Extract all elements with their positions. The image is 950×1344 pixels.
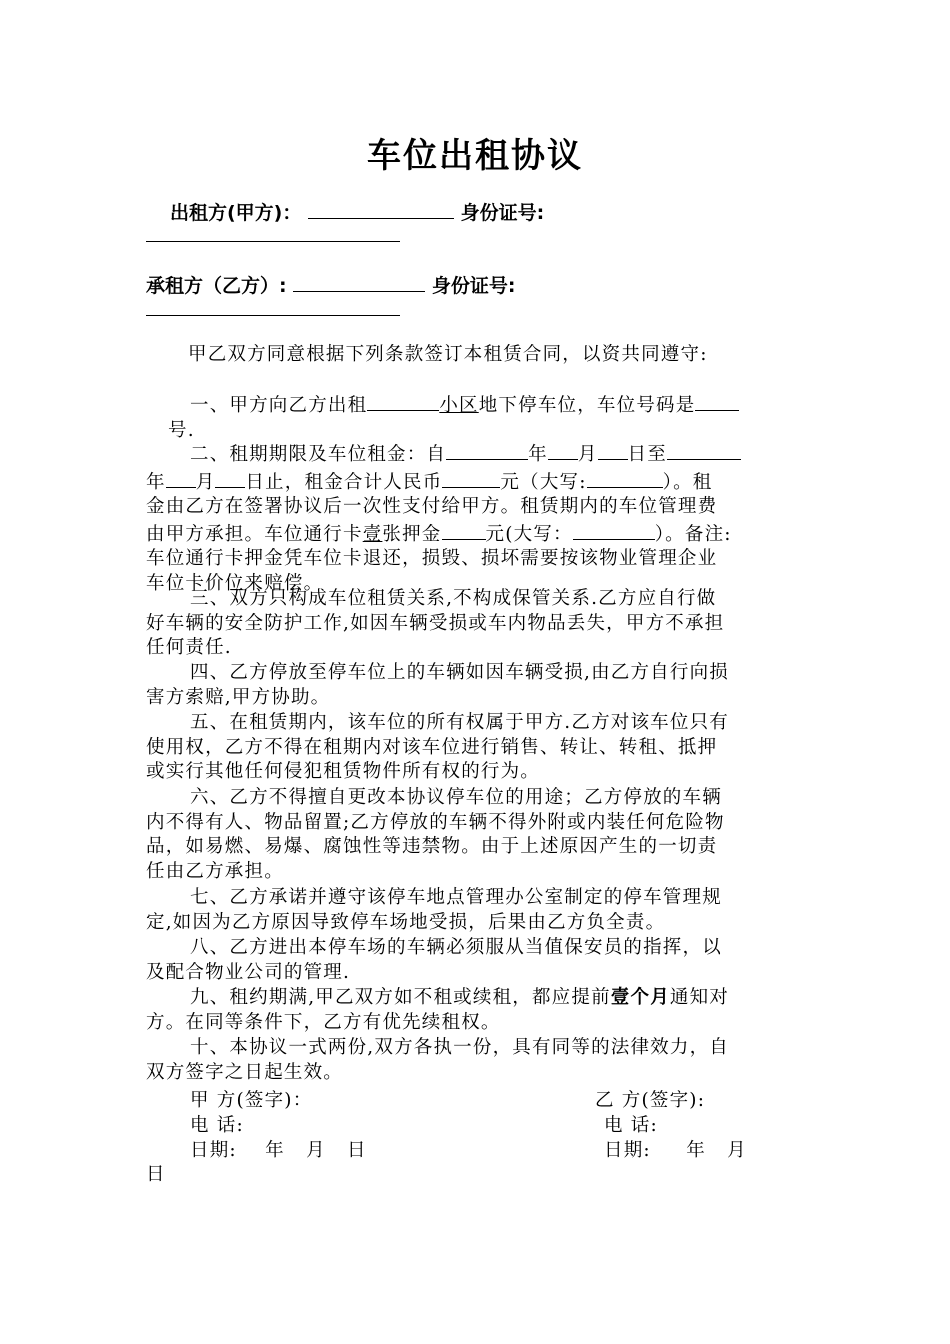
end-year-blank[interactable]: [667, 440, 741, 460]
clause-1: [146, 391, 811, 443]
clause-7-line: 定,如因为乙方原因导致停车场地受损，后果由乙方负全责。: [146, 911, 666, 933]
year-label: 年: [528, 444, 548, 465]
start-day-blank[interactable]: [598, 440, 628, 460]
clause-1-text-2: 地下停车位，车位号码是: [478, 395, 696, 416]
clause-5-line: 或实行其他任何侵犯租赁物件所有权的行为。: [146, 761, 541, 782]
end-day-blank[interactable]: [215, 468, 245, 488]
party-a-date-label: 日期: 年 月 日: [190, 1140, 367, 1161]
clause-7: [146, 886, 811, 935]
community-blank[interactable]: [367, 391, 439, 411]
day-to-label: 日至: [627, 444, 667, 465]
rent-capital-label: 元（大写:: [500, 471, 587, 493]
clause-2-text-7: 车位卡价位来赔偿。: [146, 572, 324, 594]
clause-8-line: 八、乙方进出本停车场的车辆必须服从当值保安员的指挥，以: [190, 937, 722, 958]
year-label: 年: [146, 471, 166, 493]
clause-10-line: 双方签字之日起生效。: [146, 1061, 344, 1083]
party-b-id-label: 身份证号:: [431, 275, 516, 297]
party-b-date-day: 日: [146, 1164, 166, 1185]
clause-1-text-3: 号.: [168, 419, 195, 441]
clause-9-text-3: 方。在同等条件下，乙方有优先续租权。: [146, 1011, 501, 1033]
clause-6: [146, 786, 811, 884]
clause-1-text: 一、甲方向乙方出租: [190, 395, 368, 416]
clause-5: [146, 711, 811, 785]
clause-8: [146, 936, 811, 985]
party-b-date-label: 日期: 年 月: [604, 1140, 747, 1161]
clause-6-line: 品，如易燃、易爆、腐蚀性等违禁物。由于上述原因产生的一切责: [146, 836, 718, 857]
deposit-capital-label: 元(大写：: [485, 523, 573, 545]
party-b-phone-label: 电 话:: [604, 1115, 658, 1136]
party-b-line: [146, 271, 515, 298]
clause-4: [146, 661, 811, 710]
clause-2-text-2: ）。租: [662, 471, 713, 493]
space-number-blank[interactable]: [695, 391, 739, 411]
clause-6-line: 任由乙方承担。: [146, 860, 284, 882]
party-a-signature-label: 甲 方(签字)：: [190, 1090, 313, 1111]
month-label: 月: [577, 444, 598, 465]
community-label: 小区: [439, 395, 479, 416]
deposit-label: 张押金: [382, 523, 442, 545]
clause-4-line: 害方索赔,甲方协助。: [146, 686, 331, 708]
deposit-capital-blank[interactable]: [573, 520, 655, 540]
clause-10: [146, 1036, 811, 1085]
party-a-id-blank[interactable]: [146, 241, 400, 242]
party-a-line: [170, 198, 544, 225]
document-title: 车位出租协议: [367, 136, 583, 176]
clause-2-text-4: 由甲方承担。车位通行卡: [146, 523, 363, 545]
party-b-name-blank[interactable]: [293, 273, 425, 292]
card-count: 壹: [362, 523, 383, 545]
party-a-name-blank[interactable]: [308, 200, 454, 219]
start-year-blank[interactable]: [446, 440, 528, 460]
party-b-label: 承租方（乙方）:: [146, 275, 287, 297]
clause-3: [146, 587, 811, 661]
clause-9-text: 九、租约期满,甲乙双方如不租或续租，都应提前: [190, 987, 611, 1008]
clause-4-line: 四、乙方停放至停车位上的车辆如因车辆受损,由乙方自行向损: [190, 662, 729, 683]
clause-6-line: 六、乙方不得擅自更改本协议停车位的用途；乙方停放的车辆: [190, 787, 722, 808]
clause-3-line: 任何责任.: [146, 637, 232, 658]
end-month-blank[interactable]: [166, 468, 196, 488]
rent-capital-blank[interactable]: [587, 468, 663, 488]
party-b-signature-label: 乙 方(签字):: [595, 1090, 706, 1111]
clause-3-line: 三、双方只构成车位租赁关系,不构成保管关系.乙方应自行做: [190, 588, 717, 609]
clause-8-line: 及配合物业公司的管理.: [146, 961, 351, 983]
clause-9-text-2: 通知对: [669, 987, 730, 1008]
month-label: 月: [195, 471, 216, 493]
clause-3-line: 好车辆的安全防护工作,如因车辆受损或车内物品丢失，甲方不承担: [146, 612, 725, 634]
clause-7-line: 七、乙方承诺并遵守该停车地点管理办公室制定的停车管理规: [190, 887, 722, 908]
party-a-id-label: 身份证号:: [460, 202, 545, 224]
clause-2-text: 二、租期期限及车位租金：自: [190, 444, 447, 465]
clause-2-text-3: 金由乙方在签署协议后一次性支付给甲方。租赁期内的车位管理费: [146, 496, 718, 517]
clause-10-line: 十、本协议一式两份,双方各执一份，具有同等的法律效力，自: [190, 1037, 729, 1058]
notice-period: 壹个月: [610, 987, 670, 1008]
clause-6-line: 内不得有人、物品留置;乙方停放的车辆不得外附或内装任何危险物: [146, 811, 725, 833]
rent-amount-blank[interactable]: [442, 468, 500, 488]
intro-text: 甲乙双方同意根据下列条款签订本租赁合同，以资共同遵守:: [188, 344, 708, 365]
start-month-blank[interactable]: [548, 440, 578, 460]
intro-paragraph: [146, 343, 811, 368]
party-a-label: 出租方(甲方)：: [170, 202, 302, 224]
clause-9: [146, 986, 811, 1035]
deposit-amount-blank[interactable]: [442, 520, 486, 540]
party-b-id-blank[interactable]: [146, 315, 400, 316]
clause-5-line: 五、在租赁期内，该车位的所有权属于甲方.乙方对该车位只有: [190, 712, 729, 733]
clause-2: [146, 440, 811, 596]
clause-2-text-5: ）。备注:: [654, 523, 732, 545]
party-a-phone-label: 电 话:: [190, 1115, 244, 1136]
clause-5-line: 使用权，乙方不得在租期内对该车位进行销售、转让、转租、抵押: [146, 736, 718, 758]
rent-label: 日止，租金合计人民币: [245, 471, 443, 493]
clause-2-text-6: 车位通行卡押金凭车位卡退还，损毁、损坏需要按该物业管理企业: [146, 548, 718, 569]
